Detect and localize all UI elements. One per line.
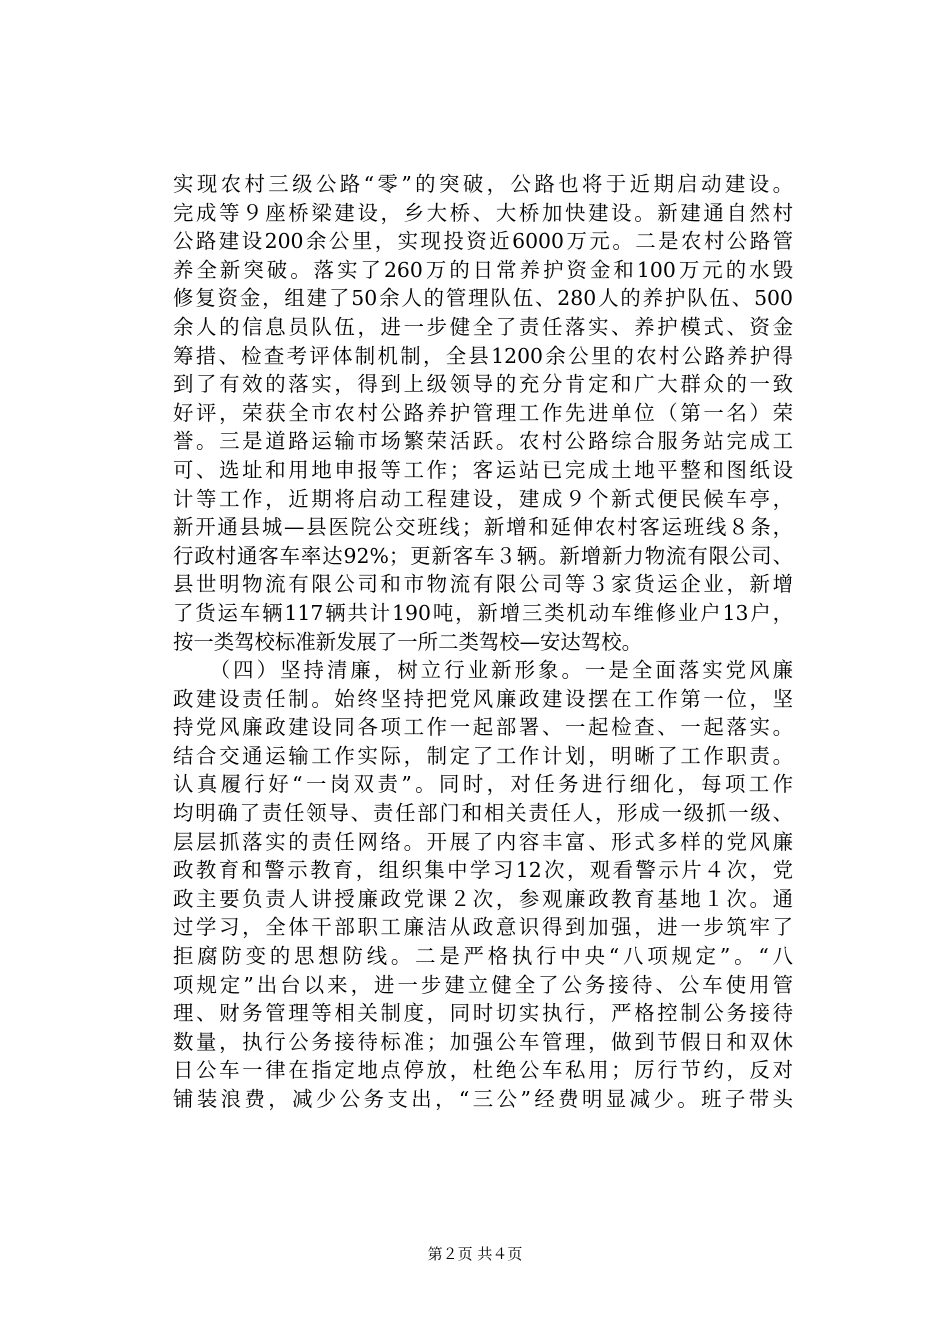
text-line: 政教育和警示教育，组织集中学习12次，观看警示片４次，党 (173, 858, 793, 883)
text-line: 持党风廉政建设同各项工作一起部署、一起检查、一起落实。 (173, 715, 793, 740)
text-line: 拒腐防变的思想防线。二是严格执行中央“八项规定”。“八 (173, 944, 793, 969)
text-line: 政主要负责人讲授廉政党课２次，参观廉政教育基地１次。通 (173, 886, 793, 911)
text-line: 新开通县城—县医院公交班线；新增和延伸农村客运班线８条， (173, 515, 793, 540)
text-line: 铺装浪费，减少公务支出，“三公”经费明显减少。班子带头 (173, 1087, 793, 1111)
document-body (173, 170, 793, 1114)
text-line: 好评，荣获全市农村公路养护管理工作先进单位（第一名）荣 (173, 400, 793, 425)
text-line: 修复资金，组建了50余人的管理队伍、280人的养护队伍、500 (173, 286, 793, 311)
text-line: 实现农村三级公路“零”的突破，公路也将于近期启动建设。 (173, 172, 793, 196)
text-line: 结合交通运输工作实际，制定了工作计划，明晰了工作职责。 (173, 743, 793, 768)
text-line: 可、选址和用地申报等工作；客运站已完成土地平整和图纸设 (173, 457, 793, 482)
text-line: 层层抓落实的责任网络。开展了内容丰富、形式多样的党风廉 (173, 829, 793, 854)
text-line: 认真履行好“一岗双责”。同时，对任务进行细化，每项工作 (173, 772, 793, 797)
text-line: 均明确了责任领导、责任部门和相关责任人，形成一级抓一级、 (173, 801, 793, 826)
text-line: 誉。三是道路运输市场繁荣活跃。农村公路综合服务站完成工 (173, 429, 793, 454)
text-line: 筹措、检查考评体制机制，全县1200余公里的农村公路养护得 (173, 343, 793, 368)
text-line: 了货运车辆117辆共计190吨，新增三类机动车维修业户13户， (173, 600, 793, 625)
text-line: 理、财务管理等相关制度，同时切实执行，严格控制公务接待 (173, 1001, 793, 1026)
text-line: 行政村通客车率达92%；更新客车３辆。新增新力物流有限公司、 (173, 543, 793, 568)
text-line: 县世明物流有限公司和市物流有限公司等３家货运企业，新增 (173, 572, 793, 597)
text-line: 数量，执行公务接待标准；加强公车管理，做到节假日和双休 (173, 1029, 793, 1054)
text-line: 到了有效的落实，得到上级领导的充分肯定和广大群众的一致 (173, 372, 793, 397)
text-line: 政建设责任制。始终坚持把党风廉政建设摆在工作第一位，坚 (173, 686, 793, 711)
text-line: 余人的信息员队伍，进一步健全了责任落实、养护模式、资金 (173, 314, 793, 339)
text-line: 养全新突破。落实了260万的日常养护资金和100万元的水毁 (173, 257, 793, 282)
page-number: 第２页 共４页 (427, 1245, 523, 1263)
page-footer (0, 1244, 950, 1264)
text-line: 项规定”出台以来，进一步建立健全了公务接待、公车使用管 (173, 972, 793, 997)
text-line: 计等工作，近期将启动工程建设，建成９个新式便民候车亭， (173, 486, 793, 511)
text-line: 公路建设200余公里，实现投资近6000万元。二是农村公路管 (173, 229, 793, 254)
text-line: 按一类驾校标准新发展了一所二类驾校—安达驾校。 (173, 629, 642, 654)
text-line: 过学习，全体干部职工廉洁从政意识得到加强，进一步筑牢了 (173, 915, 793, 940)
text-line: 日公车一律在指定地点停放，杜绝公车私用；厉行节约，反对 (173, 1058, 793, 1083)
text-line: 完成等９座桥梁建设，乡大桥、大桥加快建设。新建通自然村 (173, 200, 793, 225)
text-line: （四）坚持清廉，树立行业新形象。一是全面落实党风廉 (173, 658, 793, 683)
